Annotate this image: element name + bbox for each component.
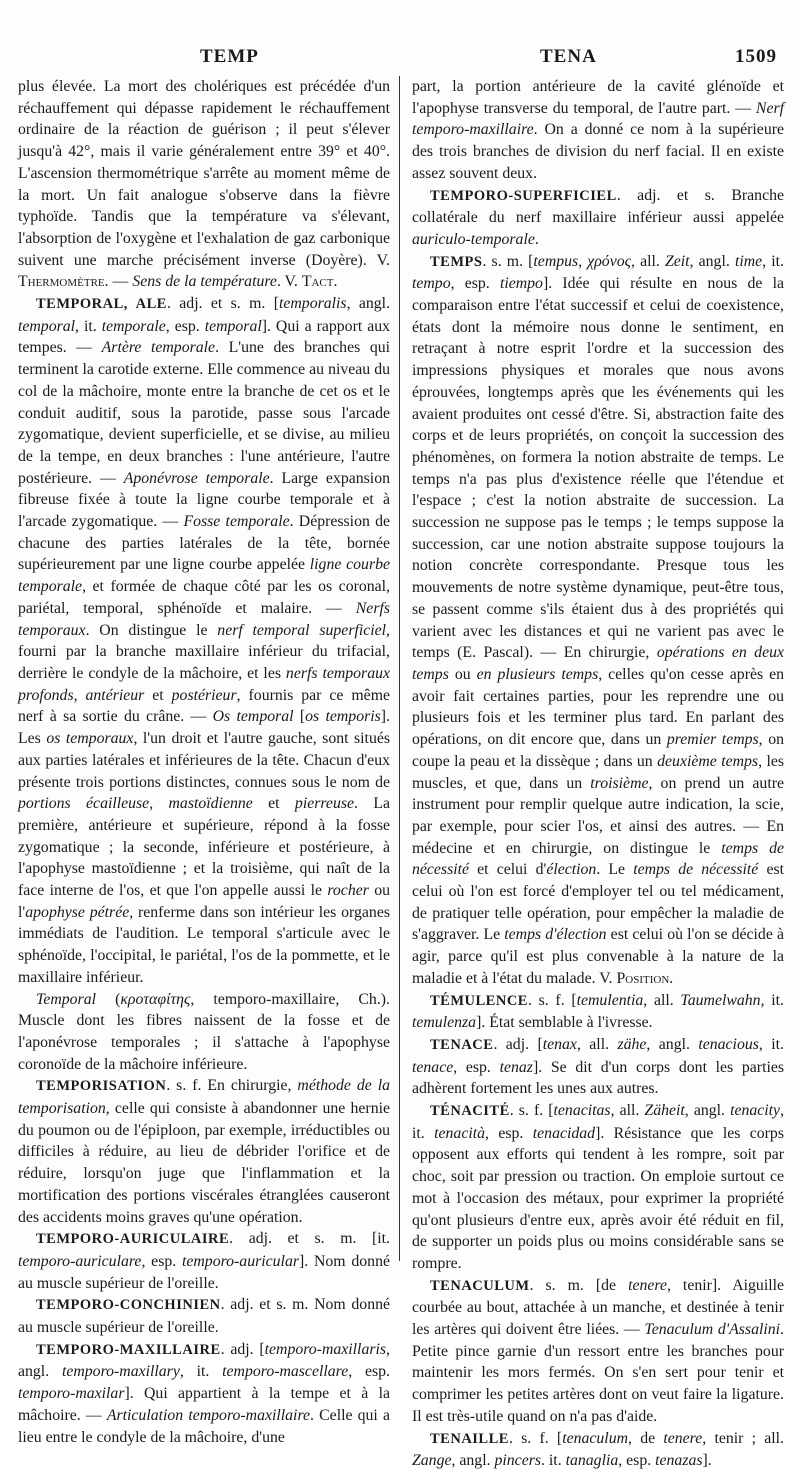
entry-text: . it.: [541, 1452, 566, 1470]
entry-text: , angl.: [346, 295, 391, 313]
entry-text: [: [293, 708, 306, 726]
entry-text: Sens de la température: [132, 273, 277, 291]
entry-text: deuxième temps: [657, 752, 759, 770]
entry-text: . —: [104, 273, 133, 291]
entry-text: . Dépression de chacune des parties latérales de la tête, bornée supérieurement par une ligne courbe appelée: [18, 513, 390, 574]
entry-text: temulentia: [576, 991, 644, 1009]
entry-headword: TEMPORISATION: [36, 1078, 167, 1095]
dictionary-entry: [412, 1034, 784, 1100]
dictionary-entry: [412, 1100, 784, 1275]
entry-headword: TENACULUM: [430, 1277, 530, 1294]
entry-text: , de: [628, 1429, 664, 1447]
entry-text: , angl.: [646, 1035, 699, 1053]
entry-text: . Le: [596, 861, 634, 879]
entry-text: , angl.: [18, 1340, 390, 1381]
entry-headword: TÉNACITÉ: [430, 1103, 510, 1120]
entry-text: , tenir]. Aiguille courbée au bout, attachée à un manche, et destinée à tenir les artères qui doivent être liées. —: [412, 1276, 785, 1339]
entry-text: , it.: [179, 1363, 223, 1381]
entry-text: Fosse temporale: [183, 513, 290, 531]
entry-text: κροταφίτης: [120, 990, 191, 1008]
entry-text: tempo: [412, 275, 451, 293]
entry-text: os temporis: [305, 708, 381, 726]
column-divider: [399, 76, 400, 1261]
entry-text: temporo-maxillaris: [264, 1340, 387, 1358]
entry-text: tenere: [663, 1429, 703, 1447]
entry-headword: TENAILLE: [430, 1430, 509, 1447]
dictionary-entry: [18, 1075, 390, 1228]
entry-text: . Petite pince garnie d'un ressort entre les branches pour maintenir les mors fermés. On s'en sert pour tenir et comprimer les petites artères dont on veut faire la ligature. Il est très-utile quand on n'a pas d'aide.: [412, 1321, 784, 1425]
running-head-left: TEMP: [200, 46, 259, 67]
entry-text: ]. Qui appartient à la tempe et à la mâchoire. —: [18, 1385, 390, 1424]
dictionary-entry: [18, 76, 390, 293]
entry-text: tenacitas: [553, 1102, 611, 1120]
entry-text: nerfs temporaux profonds, antérieur: [18, 664, 391, 704]
entry-text: . s. m. [: [482, 252, 534, 270]
entry-text: os temporaux: [46, 730, 134, 748]
entry-text: . V.: [276, 273, 302, 291]
entry-text: temporo-maxillary: [61, 1363, 180, 1381]
entry-text: et celui d': [469, 861, 547, 879]
entry-text: méthode de la temporisation: [18, 1077, 390, 1118]
entry-text: Temporal: [36, 990, 96, 1008]
entry-text: temps de nécessité: [633, 861, 759, 879]
entry-text: tanaglia: [565, 1452, 619, 1470]
entry-headword: TEMPORO-AURICULAIRE: [36, 1231, 230, 1248]
entry-text: Zäheit: [644, 1102, 685, 1120]
entry-text: ]. Résistance que les corps opposent aux efforts qui tendent à les rompre, soit par choc, soit par pression ou traction. On emploie surtout ce mot à l'occasion des métaux, pour exprimer la propriété qu'ont plusieurs d'entre eux, après avoir été réduit en fil, de supporter un poids plus ou moins considérable sans se rompre.: [412, 1124, 784, 1272]
entry-text: est celui où l'on se décide à agir, parce qu'il est plus convenable à la nature de la maladie et à l'état du malade. V.: [412, 926, 784, 987]
entry-text: tenere: [628, 1276, 667, 1294]
entry-text: ]. Idée qui résulte en nous de la comparaison entre l'état successif et celui de coexistence, états dont la mémoire nous donne le sentiment, en retraçant à notre esprit l'ordre et la succession des impressions physiques et morales que nous avons éprouvées, longtemps après que les événements qui les avaient produites ont cessé d'être. Si, abstraction faite des corps et de leurs propriétés, on conçoit la succession des phénomènes, on formera la notion abstraite de temps. Le temps n'a pas plus d'existence réelle que l'étendue et l'espace ; c'est la notion abstraite de succession. La succession ne suppose pas le temps ; le temps suppose la succession, car une notion abstraite suppose toujours la notion concrète correspondante. Presque tous les mouvements de notre système dynamique, peut-être tous, se passent comme s'ils étaient dus à des propriétés qui varient avec les distances et qui ne varient pas avec le temps (E. Pascal). — En chirurgie,: [412, 275, 784, 662]
entry-text: tenaz: [499, 1058, 533, 1076]
entry-text: , on prend un autre instrument pour remplir quelque autre indication, la scie, par exemple, pour scier l'os, et ainsi des autres. — En médecine et en chirurgie, on distingue le: [412, 774, 784, 857]
entry-text: , l'un droit et l'autre gauche, sont situés aux parties latérales et inférieures de la tête. Chacun d'eux présente trois portions distinctes, connues sous le nom de: [18, 730, 391, 791]
entry-text: temps d'élection: [504, 926, 607, 944]
entry-text: auriculo-temporale: [412, 230, 535, 248]
entry-text: . s. m. [de: [529, 1276, 629, 1294]
page-number: 1509: [735, 46, 777, 67]
entry-text: Zeit: [664, 252, 690, 270]
dictionary-entry: [18, 1339, 390, 1449]
entry-text: , et formée de chaque côté par les os coronal, pariétal, temporal, sphénoïde et malaire. —: [18, 578, 390, 617]
entry-text: et: [144, 686, 172, 704]
entry-text: tenacidad: [532, 1124, 596, 1142]
entry-text: , it.: [412, 1102, 785, 1142]
entry-text: temporal: [18, 317, 76, 335]
entry-text: temporalis: [278, 295, 347, 313]
entry-text: . s. f. [: [508, 1429, 563, 1447]
entry-text: , renferme dans son intérieur les organes immédiats de l'audition. Le temporal s'articule avec le sphénoïde, l'occipital, le pariétal, l'os de la pommette, et le maxillaire inférieur.: [18, 903, 390, 986]
entry-text: Position: [616, 969, 670, 987]
entry-text: , tenir ; all.: [702, 1429, 784, 1447]
entry-text: , it.: [75, 317, 102, 335]
entry-text: Tenaculum d'Assalini: [644, 1321, 781, 1339]
entry-text: , esp.: [165, 317, 205, 335]
entry-text: zähe: [617, 1035, 647, 1053]
entry-text: temporo-auriculare: [18, 1252, 142, 1270]
entry-text: plus élevée. La mort des cholériques est précédée d'un réchauffement qui dépasse rapidement le réchauffement ordinaire de la réaction de guérison ; il peut s'élever jusqu'à 42°, mais il varie généralement entre 39° et 40°. L'ascension thermométrique s'arrête au moment même de la mort. Un fait analogue s'observe dans la fièvre typhoïde. Tandis que la température va s'élevant, l'absorption de l'oxygène et l'exhalation de gaz carbonique suivent une marche précisément inverse (Doyère). V.: [18, 78, 390, 269]
entry-text: ].: [702, 1452, 712, 1470]
entry-text: tiempo: [499, 275, 543, 293]
entry-text: nerf temporal superficiel: [217, 621, 387, 639]
entry-text: Os temporal: [212, 708, 294, 726]
entry-text: , esp.: [450, 275, 500, 293]
entry-text: , les muscles, et que, dans un: [412, 752, 784, 792]
entry-text: tenace: [412, 1058, 454, 1076]
entry-text: tenazas: [655, 1452, 703, 1470]
entry-text: . adj. et s. Branche collatérale du nerf maxillaire inférieur aussi appelée: [412, 186, 784, 227]
entry-text: et: [252, 795, 295, 813]
entry-text: temporal: [204, 317, 262, 335]
entry-text: . Celle qui a lieu entre le condyle de la mâchoire, d'une: [18, 1406, 390, 1446]
entry-headword: TEMPS: [430, 253, 483, 270]
entry-text: pincers: [494, 1452, 542, 1470]
entry-text: temporo-mascellare: [222, 1363, 349, 1381]
dictionary-entry: [412, 251, 784, 990]
dictionary-entry: [18, 293, 390, 989]
entry-text: , esp.: [348, 1363, 390, 1381]
entry-text: . adj. et s. m. [: [166, 295, 279, 313]
entry-text: Taumelwahn: [680, 991, 761, 1009]
entry-text: , esp.: [485, 1124, 533, 1142]
entry-text: opérations en deux temps: [412, 644, 784, 683]
left-column: [18, 76, 390, 1448]
entry-text: time: [734, 252, 763, 270]
entry-text: .: [669, 969, 674, 987]
entry-text: temps de nécessité: [412, 839, 784, 879]
entry-text: . s. f. En chirurgie,: [166, 1077, 298, 1095]
entry-text: Aponévrose temporale: [123, 469, 270, 487]
entry-text: ]. Qui a rapport aux tempes. —: [18, 317, 391, 357]
entry-text: , temporo-maxillaire, Ch.). Muscle dont les fibres naissent de la fosse et de l'aponévrose temporales ; il s'attache à l'apophyse coronoïde de la mâchoire inférieure.: [18, 990, 390, 1073]
entry-text: , all.: [631, 252, 665, 270]
entry-text: (: [96, 990, 121, 1008]
entry-text: .: [333, 273, 338, 291]
right-column: [412, 76, 784, 1472]
entry-text: élection: [546, 861, 597, 879]
entry-text: Nerfs temporaux: [18, 599, 390, 639]
entry-text: . s. f. [: [527, 991, 577, 1009]
entry-text: . La première, antérieure et supérieure, répond à la fosse zygomatique ; la seconde, inférieure et postérieure, à l'apophyse mastoïdienne ; et la troisième, qui naît de la face interne de l'os, et que l'on appelle aussi le: [18, 795, 390, 900]
entry-text: .: [534, 230, 539, 248]
entry-text: postérieur: [171, 686, 237, 704]
entry-text: , all.: [610, 1102, 645, 1120]
entry-text: portions écailleuse, mastoïdienne: [18, 795, 253, 813]
entry-text: , fourni par la branche maxillaire inférieur du trifacial, derrière le condyle de la mâchoire, et les: [18, 621, 390, 682]
entry-text: ]. État semblable à l'ivresse.: [476, 1014, 653, 1032]
entry-text: rocher: [327, 882, 369, 900]
entry-text: temporo-auricular: [181, 1252, 299, 1270]
entry-text: troisième: [590, 774, 649, 792]
entry-text: ]. Nom donné au muscle supérieur de l'oreille.: [18, 1252, 390, 1292]
entry-text: . adj. [: [220, 1340, 265, 1358]
entry-text: , all.: [576, 1035, 618, 1053]
entry-headword: TENACE: [430, 1036, 494, 1053]
entry-text: , angl.: [689, 252, 735, 270]
entry-headword: TEMPORAL, ALE: [36, 296, 167, 313]
dictionary-entry: [412, 990, 784, 1034]
entry-text: . Large expansion fibreuse fixée à toute la ligne courbe temporale et à l'arcade zygomatique. —: [18, 469, 390, 531]
entry-text: temporo-maxilar: [18, 1385, 125, 1403]
entry-headword: TEMPORO-MAXILLAIRE: [36, 1341, 221, 1358]
entry-text: Artère temporale: [101, 339, 216, 357]
entry-text: , it.: [758, 1035, 784, 1053]
entry-text: Zange: [412, 1452, 452, 1470]
entry-text: . L'une des branches qui terminent la carotide externe. Elle commence au niveau du col de la mâchoire, monte entre la branche de cet os et le conduit auditif, sous la parotide, passe sous l'arcade zygomatique, devient superficielle, et se divise, au milieu de la tempe, en deux branches : l'une antérieure, l'autre postérieure. —: [18, 339, 391, 487]
entry-text: ]. Les: [18, 708, 391, 748]
entry-text: en plusieurs temps: [476, 665, 599, 683]
entry-text: tenacity: [730, 1102, 781, 1120]
dictionary-entry: [18, 989, 390, 1076]
entry-text: , angl.: [451, 1452, 495, 1470]
entry-text: ]. Se dit d'un corps dont les parties adhèrent fortement les unes aux autres.: [412, 1058, 785, 1098]
entry-text: tempus, χρόνος: [533, 252, 632, 270]
entry-text: premier temps: [666, 731, 759, 749]
entry-text: . On a donné ce nom à la supérieure des trois branches de division du nerf facial. Il en existe assez souvent deux.: [412, 121, 784, 182]
entry-text: . adj. [: [493, 1035, 543, 1053]
entry-text: , esp.: [141, 1252, 182, 1270]
entry-text: ou l': [18, 882, 390, 921]
entry-text: tenacious: [698, 1035, 759, 1053]
entry-text: , esp.: [618, 1452, 656, 1470]
dictionary-entry: [412, 1428, 784, 1472]
dictionary-entry: [412, 1275, 784, 1428]
running-head-right: TENA: [540, 46, 597, 67]
dictionary-entry: [18, 1294, 390, 1338]
dictionary-entry: [412, 185, 784, 251]
entry-text: , celle qui consiste à abandonner une hernie du poumon ou de l'épiploon, par exemple, irréductibles ou difficiles à réduire, au lieu de débrider l'orifice et de réduire, lorsqu'on juge que l'inflammation et la mortification des portions viscérales étranglées causeront des accidents moins graves qu'une opération.: [18, 1100, 390, 1226]
entry-text: Nerf temporo-maxillaire: [412, 99, 784, 139]
entry-text: , on coupe la peau et la dissèque ; dans un: [412, 731, 784, 770]
entry-text: ou: [448, 665, 477, 683]
entry-text: tenacità: [434, 1124, 486, 1142]
entry-text: ligne courbe temporale: [18, 556, 391, 596]
entry-text: tenaculum: [562, 1429, 629, 1447]
entry-text: , angl.: [684, 1102, 731, 1120]
entry-text: apophyse pétrée: [25, 903, 130, 921]
entry-text: . adj. et s. m. [it.: [229, 1230, 390, 1248]
dictionary-entry: [412, 76, 784, 185]
entry-text: . s. f. [: [509, 1102, 554, 1120]
entry-text: . adj. et s. m. Nom donné au muscle supérieur de l'oreille.: [18, 1296, 390, 1337]
entry-text: tenax: [542, 1035, 577, 1053]
entry-text: . On distingue le: [85, 621, 218, 639]
entry-text: temulenza: [412, 1014, 477, 1032]
entry-text: Tact: [301, 273, 334, 291]
entry-text: part, la portion antérieure de la cavité glénoïde et l'apophyse transverse du temporal, de l'autre part. —: [412, 78, 784, 117]
entry-headword: TEMPORO-CONCHINIEN: [36, 1297, 221, 1314]
entry-headword: TÉMULENCE: [430, 992, 528, 1009]
entry-text: pierreuse: [294, 795, 354, 813]
entry-text: , esp.: [453, 1058, 500, 1076]
entry-text: , fournis par ce même nerf à sa sortie du crâne. —: [18, 686, 390, 726]
entry-text: temporale: [101, 317, 166, 335]
entry-text: Articulation temporo-maxillaire: [106, 1406, 311, 1424]
dictionary-entry: [18, 1228, 390, 1294]
entry-headword: TEMPORO-SUPERFICIEL: [430, 187, 617, 204]
entry-text: , all.: [643, 991, 681, 1009]
entry-text: est celui où l'on est forcé d'employer tel ou tel médicament, de pratiquer telle opération, pour empêcher la maladie de s'aggraver. Le: [412, 861, 784, 944]
entry-text: Thermomètre: [18, 273, 105, 291]
entry-text: , it.: [762, 252, 784, 270]
entry-text: , celles qu'on cesse après en avoir fait certaines parties, pour les reprendre une ou plusieurs fois et les terminer plus tard. En parlant des opérations, on dit encore que, dans un: [412, 665, 784, 749]
entry-text: , it.: [760, 991, 784, 1009]
